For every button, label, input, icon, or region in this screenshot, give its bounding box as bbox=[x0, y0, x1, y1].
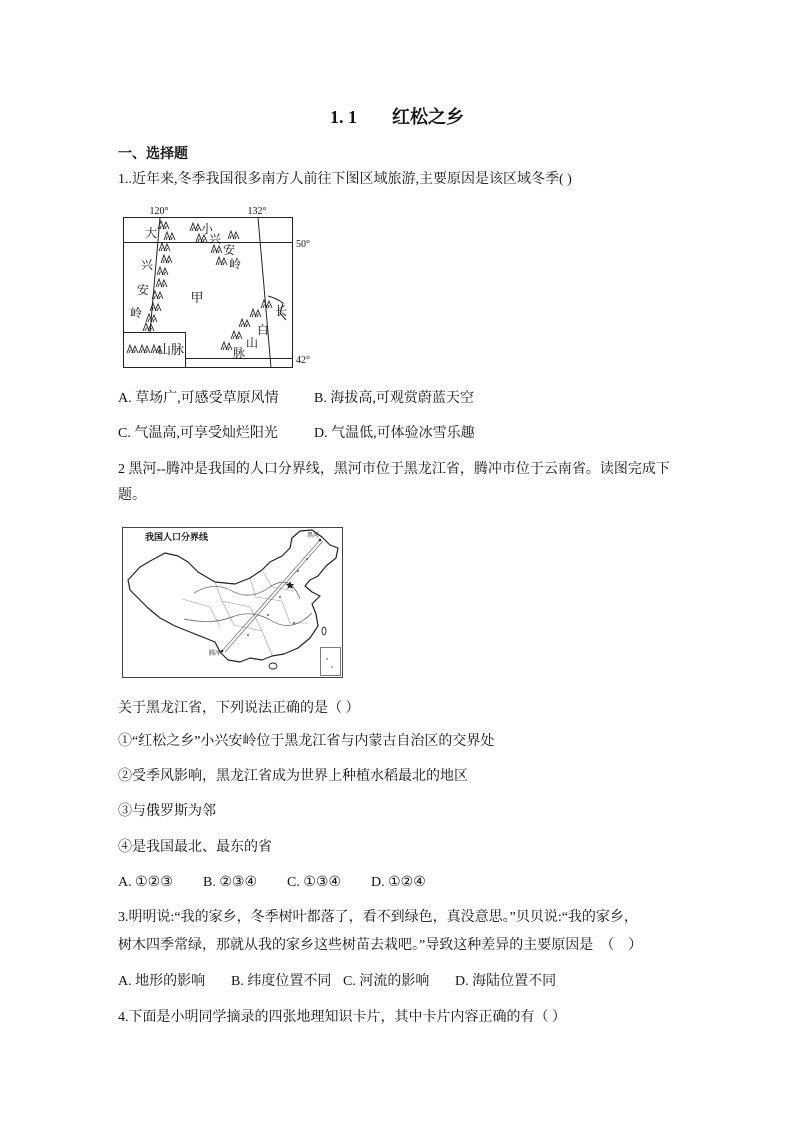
heihe-label: 黑河 bbox=[306, 533, 320, 539]
population-line-map bbox=[122, 527, 343, 678]
question-1-option-b: B. 海拔高,可观赏蔚蓝天空 bbox=[314, 391, 474, 406]
question-3-option-b: B. 纬度位置不同 bbox=[231, 974, 332, 989]
mountain-icon bbox=[211, 245, 222, 253]
population-dot bbox=[326, 658, 327, 659]
meridian-132-line bbox=[258, 218, 271, 368]
xiao-xing-an-ling-label-4: 岭 bbox=[228, 257, 242, 271]
mountain-icon bbox=[156, 279, 167, 287]
da-xing-an-ling-label-4: 岭 bbox=[129, 306, 143, 320]
legend-label: 山脉 bbox=[157, 342, 185, 357]
xiao-xing-an-ling-label-2: 兴 bbox=[208, 232, 222, 246]
mountain-icon bbox=[228, 231, 239, 239]
question-2-stem-line-1: 2 黑河--腾冲是我国的人口分界线，黑河市位于黑龙江省，腾冲市位于云南省。读图完成下 bbox=[118, 462, 670, 477]
question-3-option-a: A. 地形的影响 bbox=[118, 974, 206, 989]
population-dot bbox=[293, 622, 295, 624]
mountain-icon bbox=[261, 300, 272, 308]
tengchong-point bbox=[221, 650, 224, 653]
question-3-stem-line-1: 3.明明说:“我的家乡，冬季树叶都落了，看不到绿色，真没意思。”贝贝说:“我的家乡， bbox=[118, 910, 638, 925]
xiao-xing-an-ling-label-1: 小 bbox=[200, 222, 214, 236]
mountain-icon bbox=[161, 255, 172, 263]
lesson-number: 1. 1 bbox=[330, 107, 357, 127]
chang-bai-shan-mai-label-1: 长 bbox=[274, 304, 288, 318]
population-dot bbox=[279, 596, 281, 598]
question-1-option-c: C. 气温高,可享受灿烂阳光 bbox=[118, 426, 278, 441]
question-3-option-c: C. 河流的影响 bbox=[343, 974, 430, 989]
question-3-stem-line-2: 树木四季常绿，那就从我的家乡这些树苗去栽吧。”导致这种差异的主要原因是 （ ） bbox=[118, 938, 643, 953]
question-2-option-c: C. ①③④ bbox=[287, 875, 341, 890]
xiao-xing-an-ling-label-3: 安 bbox=[222, 243, 236, 257]
question-2-option-d: D. ①②④ bbox=[371, 875, 426, 890]
question-1-option-d: D. 气温低,可体验冰雪乐趣 bbox=[314, 426, 475, 441]
question-3-option-d: D. 海陆位置不同 bbox=[455, 974, 557, 989]
mountain-icon bbox=[190, 223, 201, 231]
map-frame bbox=[123, 528, 343, 678]
section-heading: 一、选择题 bbox=[118, 147, 188, 162]
question-2-sub-stem: 关于黑龙江省，下列说法正确的是（ ） bbox=[118, 701, 360, 716]
northeast-china-mountains-map bbox=[118, 203, 318, 371]
question-4-stem: 4.下面是小明同学摘录的四张地理知识卡片，其中卡片内容正确的有（ ） bbox=[118, 1010, 566, 1025]
question-2-stem-line-2: 题。 bbox=[118, 488, 146, 503]
chang-bai-shan-mai-label-4: 脉 bbox=[232, 346, 246, 360]
map-title: 我国人口分界线 bbox=[145, 532, 209, 542]
da-xing-an-ling-label-3: 安 bbox=[136, 283, 150, 297]
longitude-120-label: 120° bbox=[149, 206, 169, 217]
population-dot bbox=[297, 570, 299, 572]
heihe-point bbox=[319, 539, 322, 542]
question-2-option-a: A. ①②③ bbox=[118, 875, 173, 890]
statement-1: ①“红松之乡”小兴安岭位于黑龙江省与内蒙古自治区的交界处 bbox=[118, 734, 495, 749]
mountain-icon bbox=[239, 319, 250, 327]
chang-bai-shan-mai-label-2: 白 bbox=[256, 323, 270, 337]
statement-3: ③与俄罗斯为邻 bbox=[118, 804, 216, 819]
mountain-icon bbox=[231, 331, 242, 339]
mountain-icon bbox=[250, 309, 261, 317]
population-dot bbox=[267, 614, 269, 616]
question-1-stem: 1..近年来,冬季我国很多南方人前往下图区域旅游,主要原因是该区域冬季( ) bbox=[118, 172, 572, 187]
population-dot bbox=[331, 666, 332, 667]
mountain-icon bbox=[216, 257, 227, 265]
da-xing-an-ling-label-1: 大 bbox=[144, 226, 158, 240]
question-2-option-b: B. ②③④ bbox=[203, 875, 257, 890]
question-1-option-a: A. 草场广,可感受草原风情 bbox=[118, 391, 279, 406]
chang-bai-shan-mai-label-3: 山 bbox=[245, 336, 259, 350]
mountain-icon bbox=[157, 267, 168, 275]
mountain-icon bbox=[221, 342, 232, 350]
statement-4: ④是我国最北、最东的省 bbox=[118, 840, 272, 855]
latitude-42-label: 42° bbox=[296, 355, 310, 366]
population-dot bbox=[247, 634, 249, 636]
statement-2: ②受季风影响，黑龙江省成为世界上种植水稻最北的地区 bbox=[118, 769, 468, 784]
mountain-icon bbox=[164, 232, 175, 240]
longitude-132-label: 132° bbox=[247, 206, 267, 217]
da-xing-an-ling-label-2: 兴 bbox=[140, 258, 154, 272]
lesson-title: 红松之乡 bbox=[392, 107, 464, 127]
tengchong-label: 腾冲 bbox=[208, 651, 222, 657]
population-dot bbox=[306, 558, 308, 560]
mountain-icon bbox=[143, 323, 154, 331]
mountain-icon bbox=[159, 243, 170, 251]
latitude-50-label: 50° bbox=[296, 239, 310, 250]
region-jia-label: 甲 bbox=[190, 290, 204, 305]
